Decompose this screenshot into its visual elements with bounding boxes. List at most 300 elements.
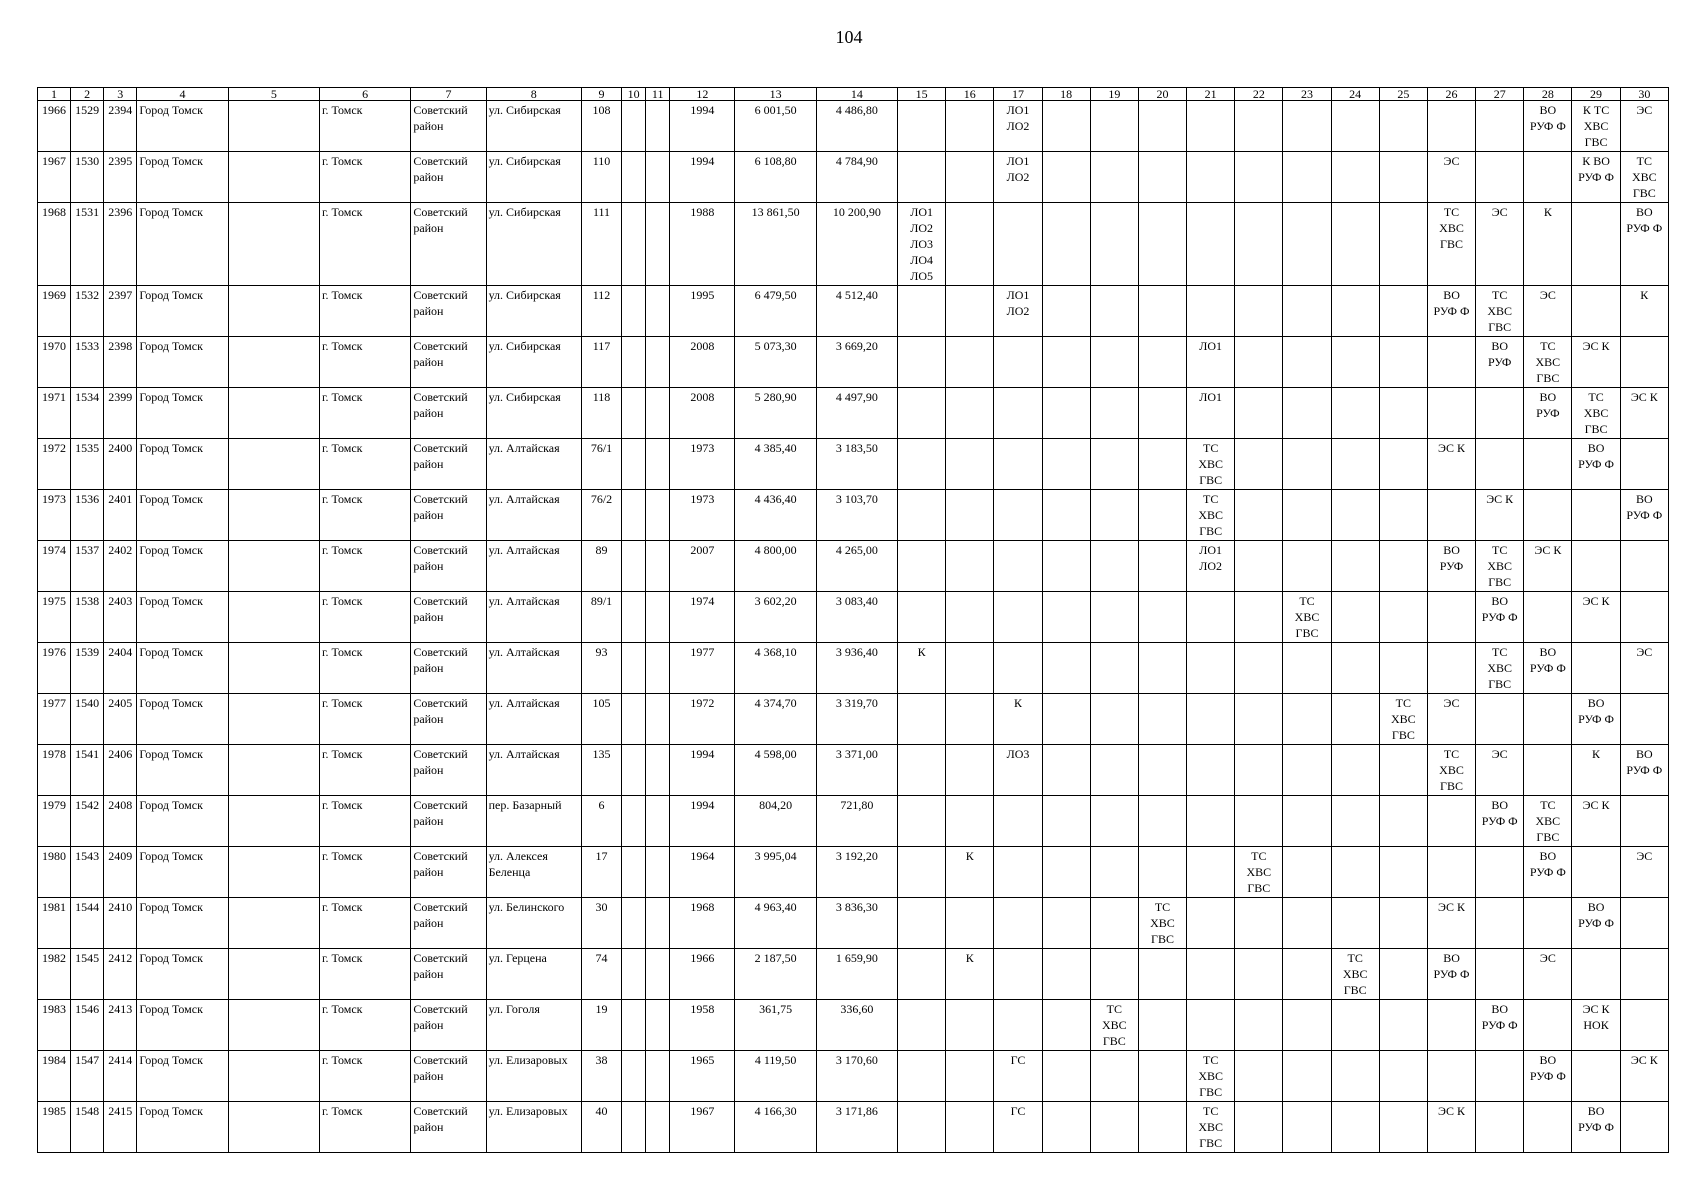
work-period-cell-17: К <box>994 694 1042 745</box>
col11-cell <box>646 203 670 286</box>
work-period-cell-29: ВО РУФ Ф <box>1572 898 1620 949</box>
work-period-cell-18 <box>1042 203 1090 286</box>
col5-cell <box>228 337 319 388</box>
house-number-cell: 1538 <box>71 592 104 643</box>
work-period-cell-21: ТС ХВС ГВС <box>1187 1102 1235 1153</box>
col5-cell <box>228 101 319 152</box>
work-period-cell-23 <box>1283 286 1331 337</box>
work-period-cell-19 <box>1090 388 1138 439</box>
work-period-cell-22 <box>1235 1000 1283 1051</box>
municipality-cell: Город Томск <box>137 898 228 949</box>
municipality-cell: Город Томск <box>137 101 228 152</box>
register-number-cell: 1976 <box>38 643 71 694</box>
work-period-cell-28: ЭС К <box>1524 541 1572 592</box>
work-period-cell-27 <box>1476 388 1524 439</box>
work-period-cell-16 <box>946 694 994 745</box>
locality-cell: г. Томск <box>319 439 410 490</box>
building-number-cell: 108 <box>581 101 621 152</box>
municipality-cell: Город Томск <box>137 337 228 388</box>
work-period-cell-23 <box>1283 1102 1331 1153</box>
work-period-cell-26 <box>1427 101 1475 152</box>
work-period-cell-17: ЛО1 ЛО2 <box>994 286 1042 337</box>
living-area-cell: 4 265,00 <box>816 541 897 592</box>
work-period-cell-17 <box>994 203 1042 286</box>
house-number-cell: 1544 <box>71 898 104 949</box>
register-number-cell: 1983 <box>38 1000 71 1051</box>
work-period-cell-20 <box>1138 1102 1186 1153</box>
col10-cell <box>622 388 646 439</box>
house-number-cell: 1539 <box>71 643 104 694</box>
work-period-cell-27: ВО РУФ Ф <box>1476 796 1524 847</box>
work-period-cell-16 <box>946 745 994 796</box>
work-period-cell-18 <box>1042 1102 1090 1153</box>
work-period-cell-15 <box>898 694 946 745</box>
construction-year-cell: 1995 <box>670 286 735 337</box>
district-cell: Советский район <box>411 1102 486 1153</box>
living-area-cell: 3 170,60 <box>816 1051 897 1102</box>
district-cell: Советский район <box>411 694 486 745</box>
work-period-cell-21 <box>1187 643 1235 694</box>
work-period-cell-28: К <box>1524 203 1572 286</box>
work-period-cell-21 <box>1187 898 1235 949</box>
locality-cell: г. Томск <box>319 847 410 898</box>
living-area-cell: 3 083,40 <box>816 592 897 643</box>
construction-year-cell: 2008 <box>670 388 735 439</box>
work-period-cell-28: ТС ХВС ГВС <box>1524 796 1572 847</box>
work-period-cell-30: ВО РУФ Ф <box>1620 203 1668 286</box>
column-header-24: 24 <box>1331 88 1379 101</box>
work-period-cell-27: ТС ХВС ГВС <box>1476 541 1524 592</box>
object-number-cell: 2408 <box>104 796 137 847</box>
table-row <box>38 101 1669 152</box>
table-row <box>38 745 1669 796</box>
work-period-cell-18 <box>1042 286 1090 337</box>
building-number-cell: 89/1 <box>581 592 621 643</box>
register-number-cell: 1977 <box>38 694 71 745</box>
column-header-23: 23 <box>1283 88 1331 101</box>
work-period-cell-26: ЭС К <box>1427 898 1475 949</box>
work-period-cell-30 <box>1620 1000 1668 1051</box>
total-area-cell: 4 374,70 <box>735 694 816 745</box>
district-cell: Советский район <box>411 388 486 439</box>
col10-cell <box>622 152 646 203</box>
col10-cell <box>622 203 646 286</box>
work-period-cell-21: ЛО1 ЛО2 <box>1187 541 1235 592</box>
work-period-cell-24 <box>1331 541 1379 592</box>
work-period-cell-22 <box>1235 643 1283 694</box>
register-number-cell: 1978 <box>38 745 71 796</box>
work-period-cell-20 <box>1138 337 1186 388</box>
work-period-cell-28 <box>1524 152 1572 203</box>
work-period-cell-19 <box>1090 796 1138 847</box>
work-period-cell-18 <box>1042 643 1090 694</box>
work-period-cell-19 <box>1090 694 1138 745</box>
col5-cell <box>228 898 319 949</box>
work-period-cell-16 <box>946 643 994 694</box>
register-number-cell: 1975 <box>38 592 71 643</box>
col11-cell <box>646 949 670 1000</box>
col5-cell <box>228 694 319 745</box>
work-period-cell-16 <box>946 286 994 337</box>
column-header-16: 16 <box>946 88 994 101</box>
locality-cell: г. Томск <box>319 337 410 388</box>
work-period-cell-27 <box>1476 847 1524 898</box>
col5-cell <box>228 203 319 286</box>
living-area-cell: 4 512,40 <box>816 286 897 337</box>
work-period-cell-28: ВО РУФ <box>1524 388 1572 439</box>
work-period-cell-29 <box>1572 490 1620 541</box>
work-period-cell-19 <box>1090 847 1138 898</box>
col5-cell <box>228 286 319 337</box>
house-number-cell: 1530 <box>71 152 104 203</box>
work-period-cell-15 <box>898 745 946 796</box>
work-period-cell-30: ЭС К <box>1620 1051 1668 1102</box>
column-header-1: 1 <box>38 88 71 101</box>
work-period-cell-22 <box>1235 694 1283 745</box>
col5-cell <box>228 745 319 796</box>
col11-cell <box>646 152 670 203</box>
column-number-header-row <box>38 88 1669 101</box>
living-area-cell: 3 103,70 <box>816 490 897 541</box>
total-area-cell: 6 479,50 <box>735 286 816 337</box>
work-period-cell-27: ЭС <box>1476 203 1524 286</box>
street-cell: ул. Алтайская <box>486 592 581 643</box>
total-area-cell: 6 108,80 <box>735 152 816 203</box>
work-period-cell-18 <box>1042 1000 1090 1051</box>
work-period-cell-16 <box>946 541 994 592</box>
building-number-cell: 118 <box>581 388 621 439</box>
column-header-9: 9 <box>581 88 621 101</box>
work-period-cell-17 <box>994 847 1042 898</box>
col5-cell <box>228 949 319 1000</box>
work-period-cell-28 <box>1524 745 1572 796</box>
work-period-cell-20 <box>1138 203 1186 286</box>
column-header-13: 13 <box>735 88 816 101</box>
work-period-cell-25 <box>1379 203 1427 286</box>
work-period-cell-27 <box>1476 949 1524 1000</box>
total-area-cell: 6 001,50 <box>735 101 816 152</box>
col10-cell <box>622 337 646 388</box>
street-cell: ул. Елизаровых <box>486 1102 581 1153</box>
work-period-cell-29: ЭС К <box>1572 337 1620 388</box>
work-period-cell-25 <box>1379 388 1427 439</box>
work-period-cell-16 <box>946 388 994 439</box>
work-period-cell-21 <box>1187 152 1235 203</box>
street-cell: ул. Сибирская <box>486 337 581 388</box>
work-period-cell-25 <box>1379 439 1427 490</box>
column-header-21: 21 <box>1187 88 1235 101</box>
district-cell: Советский район <box>411 898 486 949</box>
work-period-cell-15 <box>898 541 946 592</box>
work-period-cell-28: ВО РУФ Ф <box>1524 101 1572 152</box>
work-period-cell-21: ТС ХВС ГВС <box>1187 439 1235 490</box>
work-period-cell-19 <box>1090 337 1138 388</box>
object-number-cell: 2397 <box>104 286 137 337</box>
building-number-cell: 110 <box>581 152 621 203</box>
municipality-cell: Город Томск <box>137 490 228 541</box>
col10-cell <box>622 439 646 490</box>
street-cell: пер. Базарный <box>486 796 581 847</box>
total-area-cell: 4 385,40 <box>735 439 816 490</box>
work-period-cell-23 <box>1283 694 1331 745</box>
work-period-cell-22 <box>1235 1102 1283 1153</box>
work-period-cell-17 <box>994 592 1042 643</box>
living-area-cell: 336,60 <box>816 1000 897 1051</box>
work-period-cell-17 <box>994 490 1042 541</box>
municipality-cell: Город Томск <box>137 643 228 694</box>
locality-cell: г. Томск <box>319 203 410 286</box>
work-period-cell-26 <box>1427 337 1475 388</box>
work-period-cell-19 <box>1090 541 1138 592</box>
object-number-cell: 2401 <box>104 490 137 541</box>
district-cell: Советский район <box>411 439 486 490</box>
work-period-cell-30 <box>1620 949 1668 1000</box>
locality-cell: г. Томск <box>319 152 410 203</box>
locality-cell: г. Томск <box>319 541 410 592</box>
work-period-cell-27: ВО РУФ <box>1476 337 1524 388</box>
col10-cell <box>622 490 646 541</box>
work-period-cell-22 <box>1235 203 1283 286</box>
table-row <box>38 1051 1669 1102</box>
col11-cell <box>646 847 670 898</box>
work-period-cell-24 <box>1331 439 1379 490</box>
table-row <box>38 337 1669 388</box>
house-number-cell: 1543 <box>71 847 104 898</box>
house-number-cell: 1537 <box>71 541 104 592</box>
total-area-cell: 13 861,50 <box>735 203 816 286</box>
work-period-cell-22 <box>1235 337 1283 388</box>
work-period-cell-17: ЛО3 <box>994 745 1042 796</box>
house-number-cell: 1532 <box>71 286 104 337</box>
work-period-cell-17 <box>994 337 1042 388</box>
register-table <box>37 87 1669 1153</box>
page-number: 104 <box>835 27 863 47</box>
work-period-cell-17 <box>994 643 1042 694</box>
work-period-cell-30: ЭС <box>1620 101 1668 152</box>
work-period-cell-24 <box>1331 286 1379 337</box>
work-period-cell-18 <box>1042 541 1090 592</box>
building-number-cell: 19 <box>581 1000 621 1051</box>
work-period-cell-15 <box>898 286 946 337</box>
column-header-19: 19 <box>1090 88 1138 101</box>
object-number-cell: 2402 <box>104 541 137 592</box>
table-row <box>38 439 1669 490</box>
locality-cell: г. Томск <box>319 1000 410 1051</box>
house-number-cell: 1533 <box>71 337 104 388</box>
district-cell: Советский район <box>411 1051 486 1102</box>
work-period-cell-21 <box>1187 949 1235 1000</box>
total-area-cell: 4 436,40 <box>735 490 816 541</box>
col10-cell <box>622 745 646 796</box>
municipality-cell: Город Томск <box>137 1000 228 1051</box>
district-cell: Советский район <box>411 796 486 847</box>
work-period-cell-30: К <box>1620 286 1668 337</box>
work-period-cell-26 <box>1427 847 1475 898</box>
work-period-cell-26: ТС ХВС ГВС <box>1427 203 1475 286</box>
work-period-cell-20 <box>1138 643 1186 694</box>
work-period-cell-25 <box>1379 1000 1427 1051</box>
work-period-cell-25 <box>1379 1051 1427 1102</box>
work-period-cell-15: ЛО1 ЛО2 ЛО3 ЛО4 ЛО5 <box>898 203 946 286</box>
col5-cell <box>228 643 319 694</box>
work-period-cell-29: ЭС К <box>1572 592 1620 643</box>
col10-cell <box>622 847 646 898</box>
work-period-cell-23 <box>1283 101 1331 152</box>
work-period-cell-29 <box>1572 643 1620 694</box>
work-period-cell-25 <box>1379 490 1427 541</box>
work-period-cell-23 <box>1283 1051 1331 1102</box>
col11-cell <box>646 101 670 152</box>
register-number-cell: 1973 <box>38 490 71 541</box>
house-number-cell: 1540 <box>71 694 104 745</box>
work-period-cell-24 <box>1331 796 1379 847</box>
register-number-cell: 1970 <box>38 337 71 388</box>
work-period-cell-23 <box>1283 796 1331 847</box>
work-period-cell-28: ТС ХВС ГВС <box>1524 337 1572 388</box>
col10-cell <box>622 286 646 337</box>
district-cell: Советский район <box>411 152 486 203</box>
col11-cell <box>646 337 670 388</box>
col10-cell <box>622 1000 646 1051</box>
object-number-cell: 2404 <box>104 643 137 694</box>
construction-year-cell: 1974 <box>670 592 735 643</box>
object-number-cell: 2398 <box>104 337 137 388</box>
work-period-cell-19 <box>1090 439 1138 490</box>
object-number-cell: 2403 <box>104 592 137 643</box>
work-period-cell-19 <box>1090 1102 1138 1153</box>
work-period-cell-22 <box>1235 388 1283 439</box>
house-number-cell: 1545 <box>71 949 104 1000</box>
municipality-cell: Город Томск <box>137 694 228 745</box>
street-cell: ул. Сибирская <box>486 101 581 152</box>
work-period-cell-27 <box>1476 1051 1524 1102</box>
house-number-cell: 1541 <box>71 745 104 796</box>
work-period-cell-26: ЭС К <box>1427 439 1475 490</box>
work-period-cell-25 <box>1379 949 1427 1000</box>
object-number-cell: 2409 <box>104 847 137 898</box>
work-period-cell-24: ТС ХВС ГВС <box>1331 949 1379 1000</box>
work-period-cell-19 <box>1090 152 1138 203</box>
work-period-cell-30 <box>1620 541 1668 592</box>
total-area-cell: 4 119,50 <box>735 1051 816 1102</box>
work-period-cell-18 <box>1042 337 1090 388</box>
work-period-cell-28 <box>1524 898 1572 949</box>
work-period-cell-29: К ВО РУФ Ф <box>1572 152 1620 203</box>
work-period-cell-27 <box>1476 439 1524 490</box>
work-period-cell-25 <box>1379 796 1427 847</box>
total-area-cell: 4 800,00 <box>735 541 816 592</box>
table-row <box>38 847 1669 898</box>
building-number-cell: 93 <box>581 643 621 694</box>
work-period-cell-16 <box>946 898 994 949</box>
work-period-cell-22 <box>1235 490 1283 541</box>
street-cell: ул. Алтайская <box>486 745 581 796</box>
work-period-cell-28 <box>1524 1102 1572 1153</box>
work-period-cell-22 <box>1235 796 1283 847</box>
living-area-cell: 3 669,20 <box>816 337 897 388</box>
work-period-cell-20 <box>1138 286 1186 337</box>
work-period-cell-19 <box>1090 592 1138 643</box>
work-period-cell-18 <box>1042 1051 1090 1102</box>
col5-cell <box>228 439 319 490</box>
living-area-cell: 10 200,90 <box>816 203 897 286</box>
work-period-cell-20 <box>1138 388 1186 439</box>
living-area-cell: 721,80 <box>816 796 897 847</box>
work-period-cell-23 <box>1283 388 1331 439</box>
work-period-cell-26: ЭС <box>1427 152 1475 203</box>
work-period-cell-24 <box>1331 388 1379 439</box>
work-period-cell-16 <box>946 152 994 203</box>
work-period-cell-17: ЛО1 ЛО2 <box>994 101 1042 152</box>
street-cell: ул. Белинского <box>486 898 581 949</box>
work-period-cell-26 <box>1427 643 1475 694</box>
district-cell: Советский район <box>411 643 486 694</box>
work-period-cell-18 <box>1042 745 1090 796</box>
col11-cell <box>646 1000 670 1051</box>
object-number-cell: 2396 <box>104 203 137 286</box>
work-period-cell-22 <box>1235 439 1283 490</box>
object-number-cell: 2400 <box>104 439 137 490</box>
work-period-cell-24 <box>1331 898 1379 949</box>
district-cell: Советский район <box>411 592 486 643</box>
construction-year-cell: 1964 <box>670 847 735 898</box>
house-number-cell: 1529 <box>71 101 104 152</box>
column-header-30: 30 <box>1620 88 1668 101</box>
work-period-cell-26 <box>1427 490 1475 541</box>
work-period-cell-25 <box>1379 152 1427 203</box>
work-period-cell-17 <box>994 796 1042 847</box>
work-period-cell-29: ЭС К НОК <box>1572 1000 1620 1051</box>
municipality-cell: Город Томск <box>137 1051 228 1102</box>
construction-year-cell: 1994 <box>670 101 735 152</box>
work-period-cell-24 <box>1331 101 1379 152</box>
work-period-cell-27: ТС ХВС ГВС <box>1476 286 1524 337</box>
col11-cell <box>646 286 670 337</box>
total-area-cell: 5 073,30 <box>735 337 816 388</box>
work-period-cell-26: ЭС <box>1427 694 1475 745</box>
living-area-cell: 1 659,90 <box>816 949 897 1000</box>
table-row <box>38 796 1669 847</box>
column-header-26: 26 <box>1427 88 1475 101</box>
table-row <box>38 541 1669 592</box>
construction-year-cell: 2007 <box>670 541 735 592</box>
work-period-cell-22 <box>1235 949 1283 1000</box>
object-number-cell: 2410 <box>104 898 137 949</box>
work-period-cell-28: ВО РУФ Ф <box>1524 1051 1572 1102</box>
register-number-cell: 1981 <box>38 898 71 949</box>
work-period-cell-17 <box>994 1000 1042 1051</box>
municipality-cell: Город Томск <box>137 847 228 898</box>
work-period-cell-18 <box>1042 101 1090 152</box>
work-period-cell-15 <box>898 1102 946 1153</box>
work-period-cell-18 <box>1042 439 1090 490</box>
column-header-3: 3 <box>104 88 137 101</box>
living-area-cell: 4 486,80 <box>816 101 897 152</box>
work-period-cell-21 <box>1187 796 1235 847</box>
work-period-cell-29 <box>1572 541 1620 592</box>
work-period-cell-21: ЛО1 <box>1187 337 1235 388</box>
total-area-cell: 2 187,50 <box>735 949 816 1000</box>
work-period-cell-16 <box>946 337 994 388</box>
work-period-cell-24 <box>1331 152 1379 203</box>
work-period-cell-24 <box>1331 490 1379 541</box>
work-period-cell-23 <box>1283 203 1331 286</box>
construction-year-cell: 1994 <box>670 152 735 203</box>
street-cell: ул. Герцена <box>486 949 581 1000</box>
street-cell: ул. Алтайская <box>486 439 581 490</box>
work-period-cell-25 <box>1379 1102 1427 1153</box>
construction-year-cell: 2008 <box>670 337 735 388</box>
